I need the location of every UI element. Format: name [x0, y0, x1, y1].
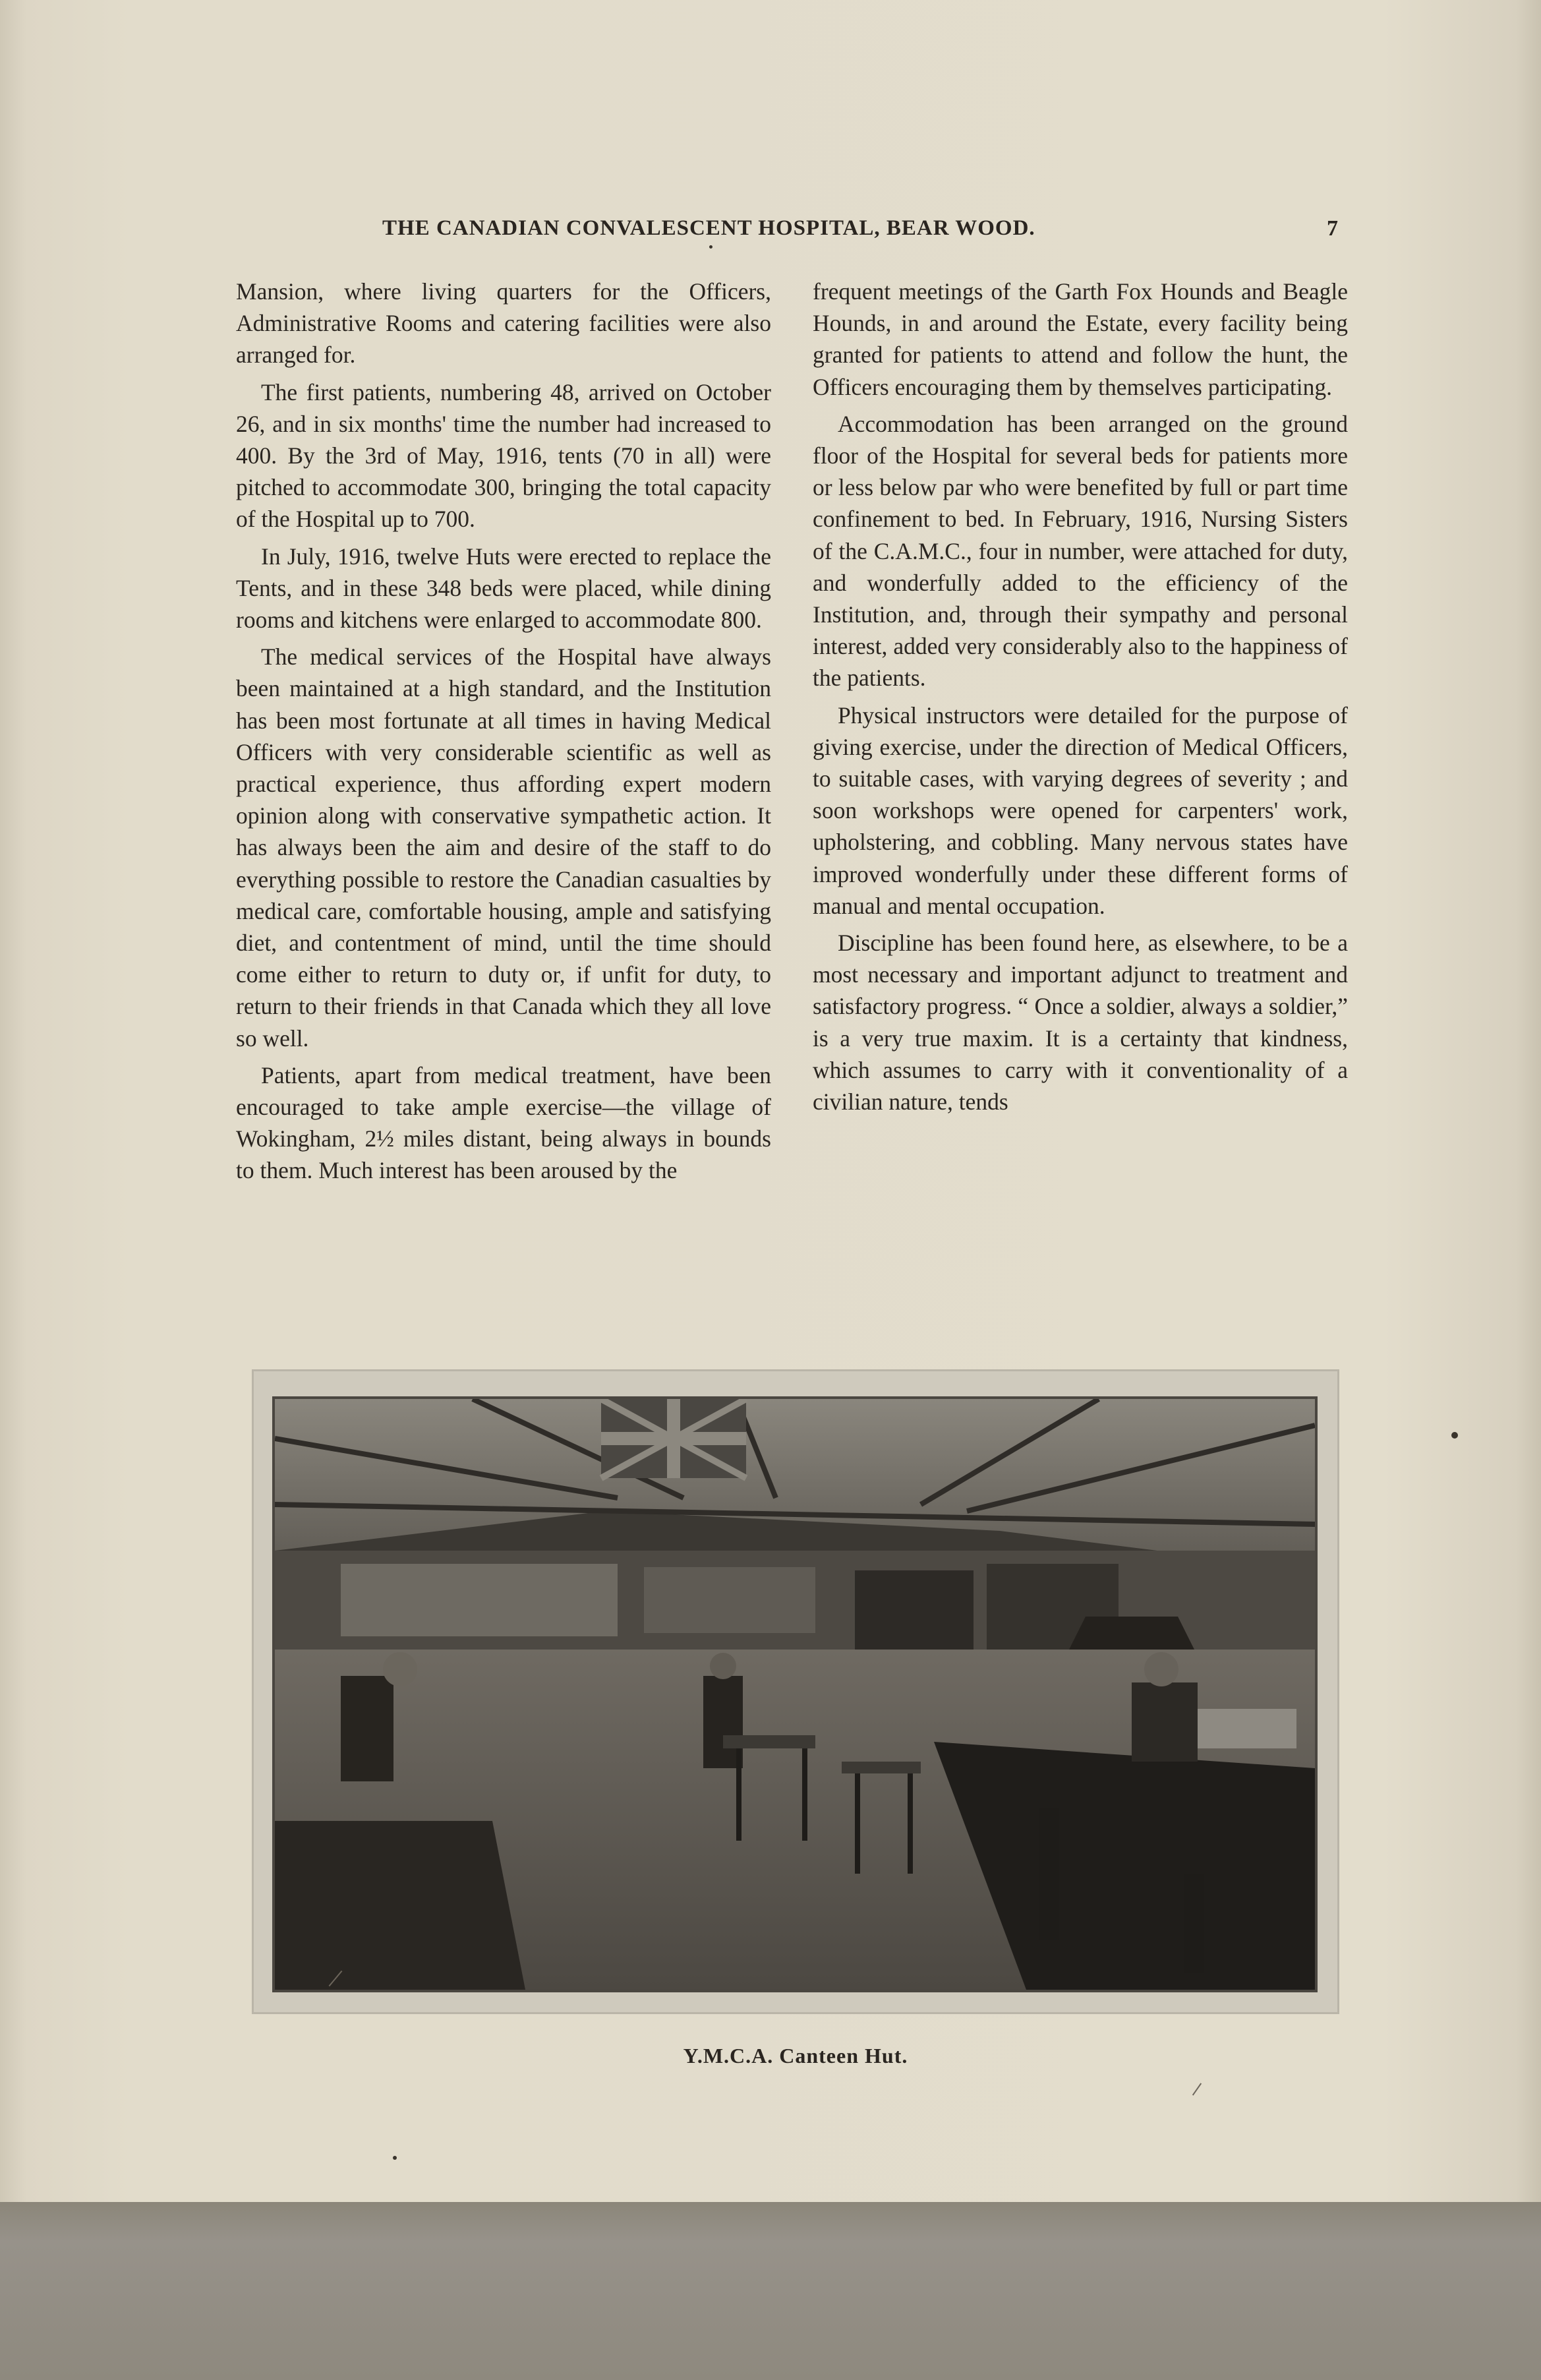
paper-speck — [709, 245, 712, 249]
paragraph: The medical services of the Hospital have always been maintained at a high standard, and the Institution has been most fortunate at all times in having Medical Officers with very considerable scientific as well as practical experience, thus affording expert modern opinion along with conservative sympathetic action. It has always been the aim and desire of the staff to do everything possible to restore the Canadian casualties by medical care, comfortable housing, ample and satisfying diet, and contentment of mind, until the time should come either to return to duty or, if unfit for duty, to return to their friends in that Canada which they all love so well. — [236, 643, 771, 1052]
running-title: THE CANADIAN CONVALESCENT HOSPITAL, BEAR WOOD. — [382, 216, 1035, 240]
paper-speck — [393, 2156, 397, 2160]
paragraph: Accommodation has been arranged on the ground floor of the Hospital for several beds for patients more or less below par who were benefited by full or part time confinement to bed. In February, 1916, Nursing Sisters of the C.A.M.C., four in number, were attached for duty, and wonderfully added to the efficiency of the Institution, and, through their sympathy and personal interest, added very considerably also to the happiness of the patients. — [813, 410, 1348, 692]
figure-caption: Y.M.C.A. Canteen Hut. — [683, 2044, 908, 2068]
running-head — [231, 216, 1338, 249]
paragraph: In July, 1916, twelve Huts were erected to replace the Tents, and in these 348 beds were placed, while dining rooms and kitchens were enlarged to accommodate 800. — [236, 543, 771, 634]
paragraph: Physical instructors were detailed for the purpose of giving exercise, under the direction of Medical Officers, to suitable cases, with varying degrees of severity ; and soon workshops were opened for carpenters' work, upholstering, and cobbling. Many nervous states have improved wonderfully under these different forms of manual and mental occupation. — [813, 701, 1348, 919]
paragraph: The first patients, numbering 48, arrived on October 26, and in six months' time the number had increased to 400. By the 3rd of May, 1916, tents (70 in all) were pitched to accommodate 300, bringing the total capacity of the Hospital up to 700. — [236, 378, 771, 533]
paragraph: frequent meetings of the Garth Fox Hounds and Beagle Hounds, in and around the Estate, every facility being granted for patients to attend and follow the hunt, the Officers encouraging them by themselves participating. — [813, 278, 1348, 400]
right-column — [813, 276, 1348, 1123]
page-number: 7 — [1327, 216, 1338, 241]
photo-illustration — [275, 1399, 1315, 1990]
left-column — [236, 276, 771, 1192]
paper-speck — [1451, 1432, 1458, 1439]
canteen-hut-photograph — [272, 1396, 1318, 1992]
paragraph: Discipline has been found here, as elsewhere, to be a most necessary and important adjunct to treatment and satisfactory progress. “ Once a soldier, always a soldier,” is a very true maxim. It is a certainty that kindness, which assumes to carry with it conventionality of a civilian nature, tends — [813, 930, 1348, 1116]
background-surface — [0, 2202, 1541, 2380]
photograph-mount — [252, 1369, 1339, 2014]
paragraph: Mansion, where living quarters for the Officers, Administrative Rooms and catering facilities were also arranged for. — [236, 278, 771, 369]
paragraph: Patients, apart from medical treatment, have been encouraged to take ample exercise—the village of Wokingham, 2½ miles distant, being always in bounds to them. Much interest has been aroused by the — [236, 1061, 771, 1184]
paper-scratch — [1192, 2083, 1202, 2095]
